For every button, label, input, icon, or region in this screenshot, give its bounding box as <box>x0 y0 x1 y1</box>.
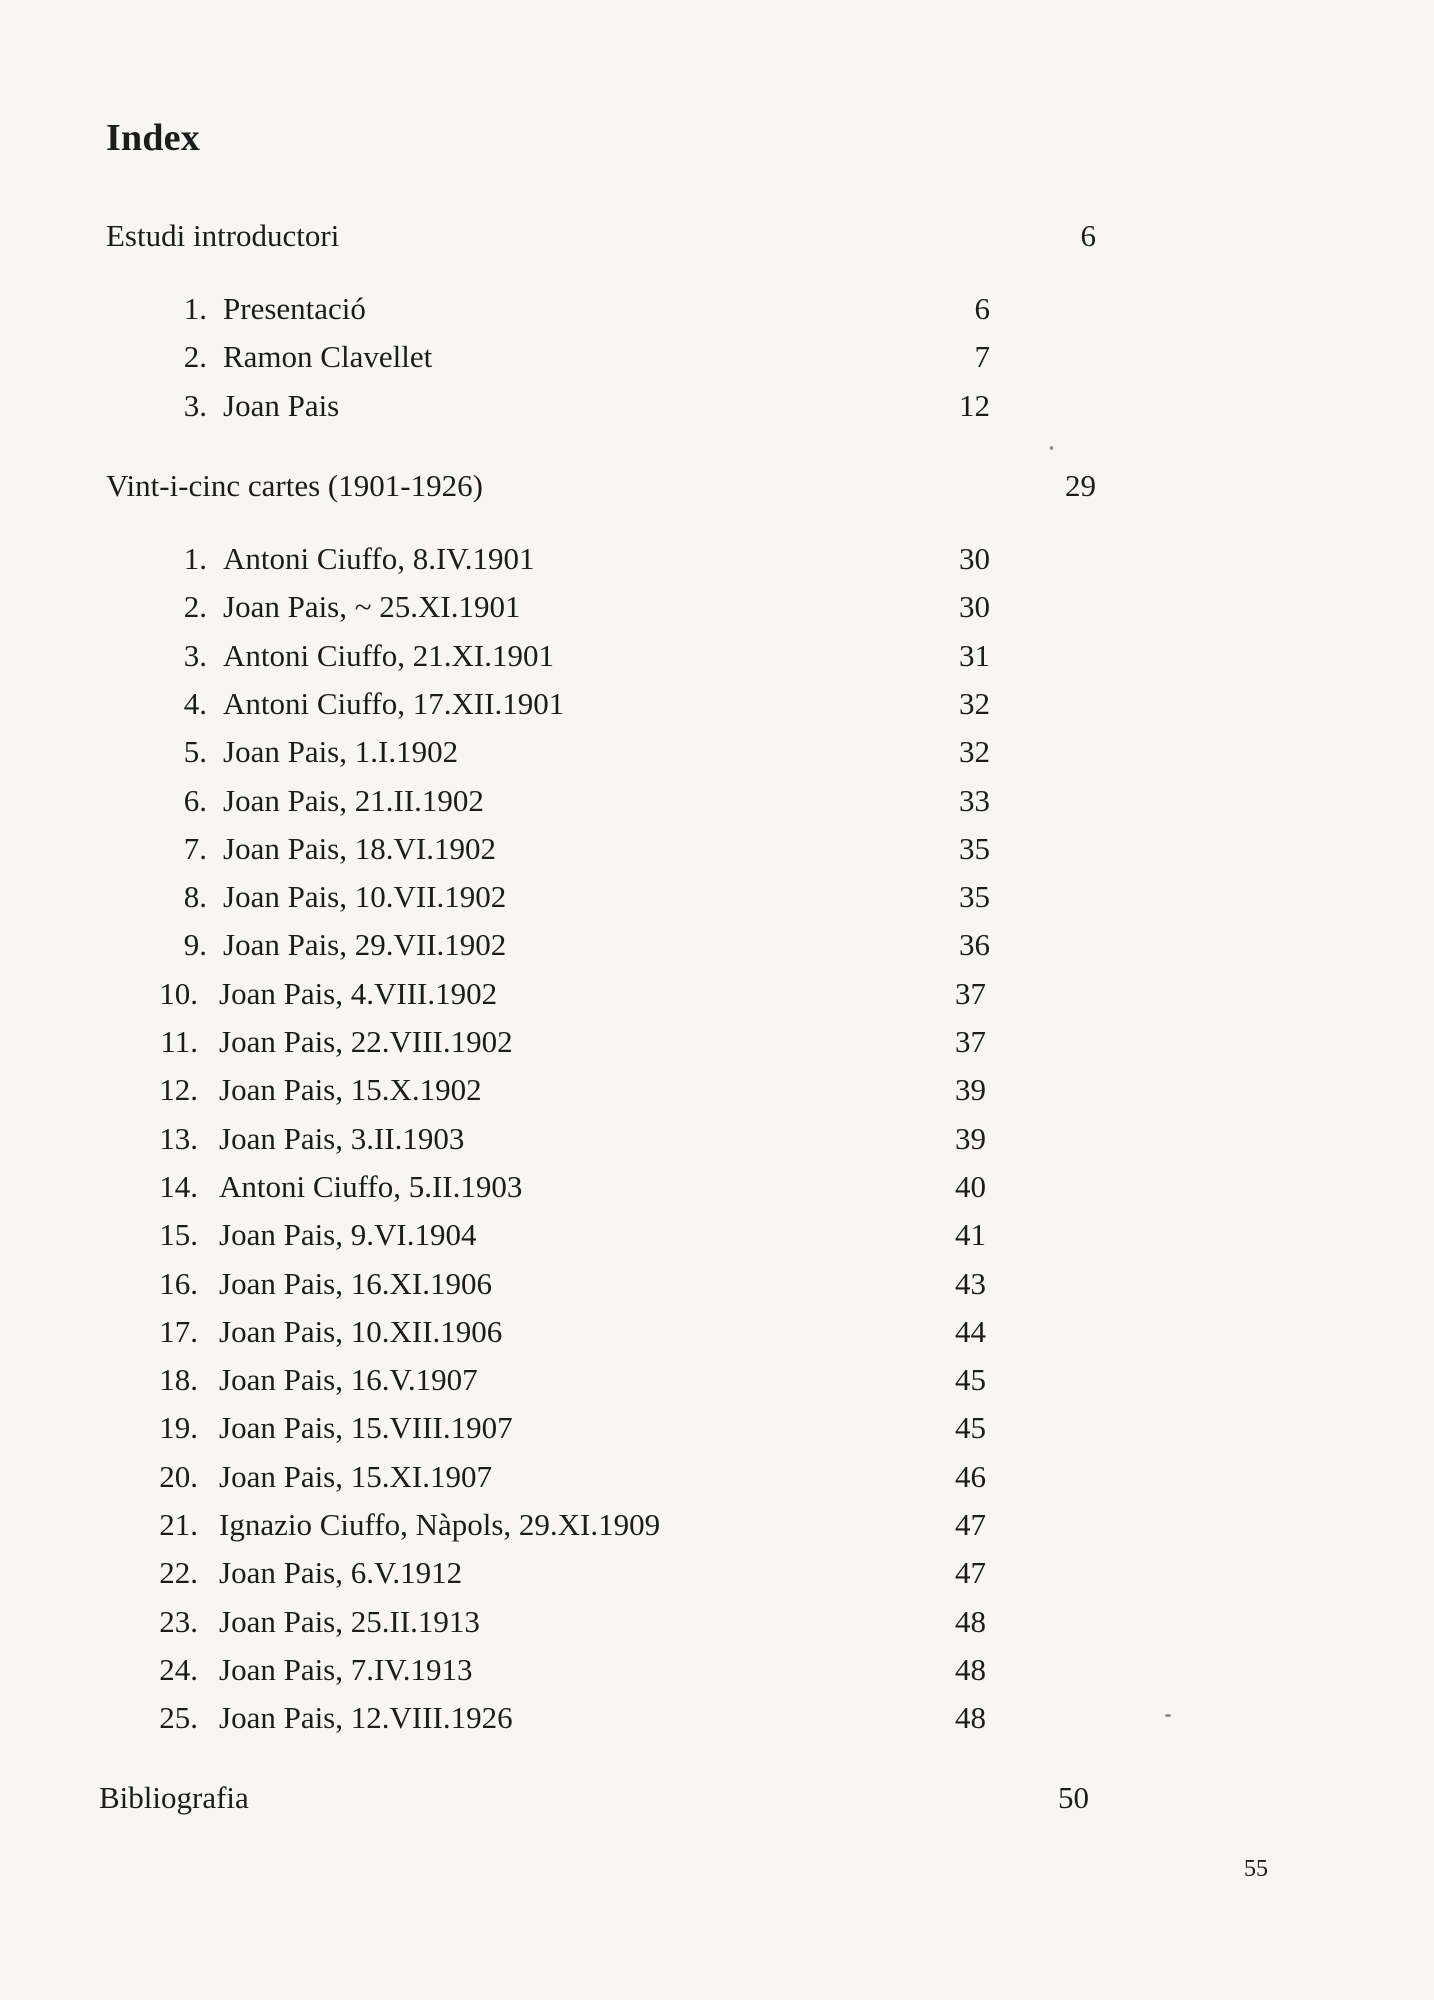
page-number: 55 <box>1244 1856 1268 1882</box>
entry-number: 4. <box>183 686 207 721</box>
entry-page-number: 48 <box>955 1652 986 1687</box>
entry-number: 5. <box>183 734 207 769</box>
entry-number: 14. <box>159 1169 198 1204</box>
entry-number: 8. <box>183 879 207 914</box>
entry-number: 16. <box>159 1266 198 1301</box>
entry-label: Joan Pais, 18.VI.1902 <box>223 831 496 866</box>
entry-number: 3. <box>183 388 207 423</box>
entry-label: Ignazio Ciuffo, Nàpols, 29.XI.1909 <box>219 1507 661 1542</box>
entry-label: Joan Pais, 15.X.1902 <box>219 1072 482 1107</box>
entry-number: 12. <box>159 1072 198 1107</box>
entry-number: 1. <box>183 291 207 326</box>
entry-page-number: 45 <box>955 1362 986 1397</box>
entry-number: 17. <box>159 1314 198 1349</box>
entry-number: 18. <box>159 1362 198 1397</box>
paper-speck <box>1050 446 1053 450</box>
section-page-number: 29 <box>1065 468 1096 503</box>
entry-label: Joan Pais, 9.VI.1904 <box>219 1217 477 1252</box>
entry-label: Joan Pais, 6.V.1912 <box>219 1555 463 1590</box>
entry-number: 2. <box>183 589 207 624</box>
entry-number: 3. <box>183 638 207 673</box>
entry-label: Joan Pais, 1.I.1902 <box>223 734 459 769</box>
entry-page-number: 45 <box>955 1410 986 1445</box>
entry-label: Joan Pais, 10.VII.1902 <box>223 879 507 914</box>
entry-label: Joan Pais, 10.XII.1906 <box>219 1314 503 1349</box>
entry-page-number: 40 <box>955 1169 986 1204</box>
entry-label: Joan Pais <box>223 388 340 423</box>
entry-label: Joan Pais, 15.VIII.1907 <box>219 1410 513 1445</box>
entry-page-number: 31 <box>959 638 990 673</box>
entry-page-number: 37 <box>955 976 986 1011</box>
entry-page-number: 36 <box>959 927 990 962</box>
entry-page-number: 12 <box>959 388 990 423</box>
page-title: Index <box>106 117 200 159</box>
entry-page-number: 35 <box>959 879 990 914</box>
entry-label: Joan Pais, 22.VIII.1902 <box>219 1024 513 1059</box>
entry-label: Joan Pais, 4.VIII.1902 <box>219 976 498 1011</box>
entry-label: Joan Pais, 3.II.1903 <box>219 1121 465 1156</box>
entry-page-number: 39 <box>955 1072 986 1107</box>
entry-number: 2. <box>183 339 207 374</box>
entry-number: 6. <box>183 783 207 818</box>
entry-page-number: 32 <box>959 734 990 769</box>
entry-number: 13. <box>159 1121 198 1156</box>
entry-page-number: 48 <box>955 1604 986 1639</box>
entry-page-number: 33 <box>959 783 990 818</box>
entry-page-number: 43 <box>955 1266 986 1301</box>
section-page-number: 50 <box>1058 1780 1089 1815</box>
section-label: Bibliografia <box>99 1780 249 1815</box>
entry-label: Joan Pais, 15.XI.1907 <box>219 1459 492 1494</box>
entry-number: 20. <box>159 1459 198 1494</box>
section-label: Vint-i-cinc cartes (1901-1926) <box>106 468 483 503</box>
entry-number: 22. <box>159 1555 198 1590</box>
entry-page-number: 32 <box>959 686 990 721</box>
entry-label: Joan Pais, 16.V.1907 <box>219 1362 478 1397</box>
entry-page-number: 41 <box>955 1217 986 1252</box>
entry-number: 7. <box>183 831 207 866</box>
entry-label: Antoni Ciuffo, 5.II.1903 <box>219 1169 523 1204</box>
entry-page-number: 6 <box>974 291 990 326</box>
entry-label: Joan Pais, ~ 25.XI.1901 <box>223 589 521 624</box>
entry-number: 19. <box>159 1410 198 1445</box>
entry-label: Joan Pais, 29.VII.1902 <box>223 927 507 962</box>
entry-page-number: 47 <box>955 1507 986 1542</box>
entry-number: 11. <box>160 1024 198 1059</box>
entry-label: Presentació <box>223 291 366 326</box>
entry-page-number: 47 <box>955 1555 986 1590</box>
entry-page-number: 30 <box>959 541 990 576</box>
entry-page-number: 44 <box>955 1314 986 1349</box>
entry-number: 21. <box>159 1507 198 1542</box>
entry-label: Antoni Ciuffo, 21.XI.1901 <box>223 638 554 673</box>
entry-label: Antoni Ciuffo, 8.IV.1901 <box>223 541 535 576</box>
entry-page-number: 30 <box>959 589 990 624</box>
entry-page-number: 7 <box>974 339 990 374</box>
entry-number: 15. <box>159 1217 198 1252</box>
entry-page-number: 48 <box>955 1700 986 1735</box>
entry-label: Antoni Ciuffo, 17.XII.1901 <box>223 686 565 721</box>
paper-speck <box>1165 1714 1171 1717</box>
entry-label: Joan Pais, 16.XI.1906 <box>219 1266 492 1301</box>
entry-number: 23. <box>159 1604 198 1639</box>
section-page-number: 6 <box>1080 218 1096 253</box>
entry-label: Joan Pais, 7.IV.1913 <box>219 1652 473 1687</box>
entry-number: 9. <box>183 927 207 962</box>
entry-label: Joan Pais, 21.II.1902 <box>223 783 484 818</box>
entry-page-number: 39 <box>955 1121 986 1156</box>
entry-label: Joan Pais, 12.VIII.1926 <box>219 1700 513 1735</box>
entry-label: Ramon Clavellet <box>223 339 433 374</box>
entry-page-number: 37 <box>955 1024 986 1059</box>
entry-page-number: 35 <box>959 831 990 866</box>
section-label: Estudi introductori <box>106 218 340 253</box>
entry-page-number: 46 <box>955 1459 986 1494</box>
entry-number: 25. <box>159 1700 198 1735</box>
entry-number: 10. <box>159 976 198 1011</box>
entry-number: 1. <box>183 541 207 576</box>
entry-label: Joan Pais, 25.II.1913 <box>219 1604 480 1639</box>
entry-number: 24. <box>159 1652 198 1687</box>
